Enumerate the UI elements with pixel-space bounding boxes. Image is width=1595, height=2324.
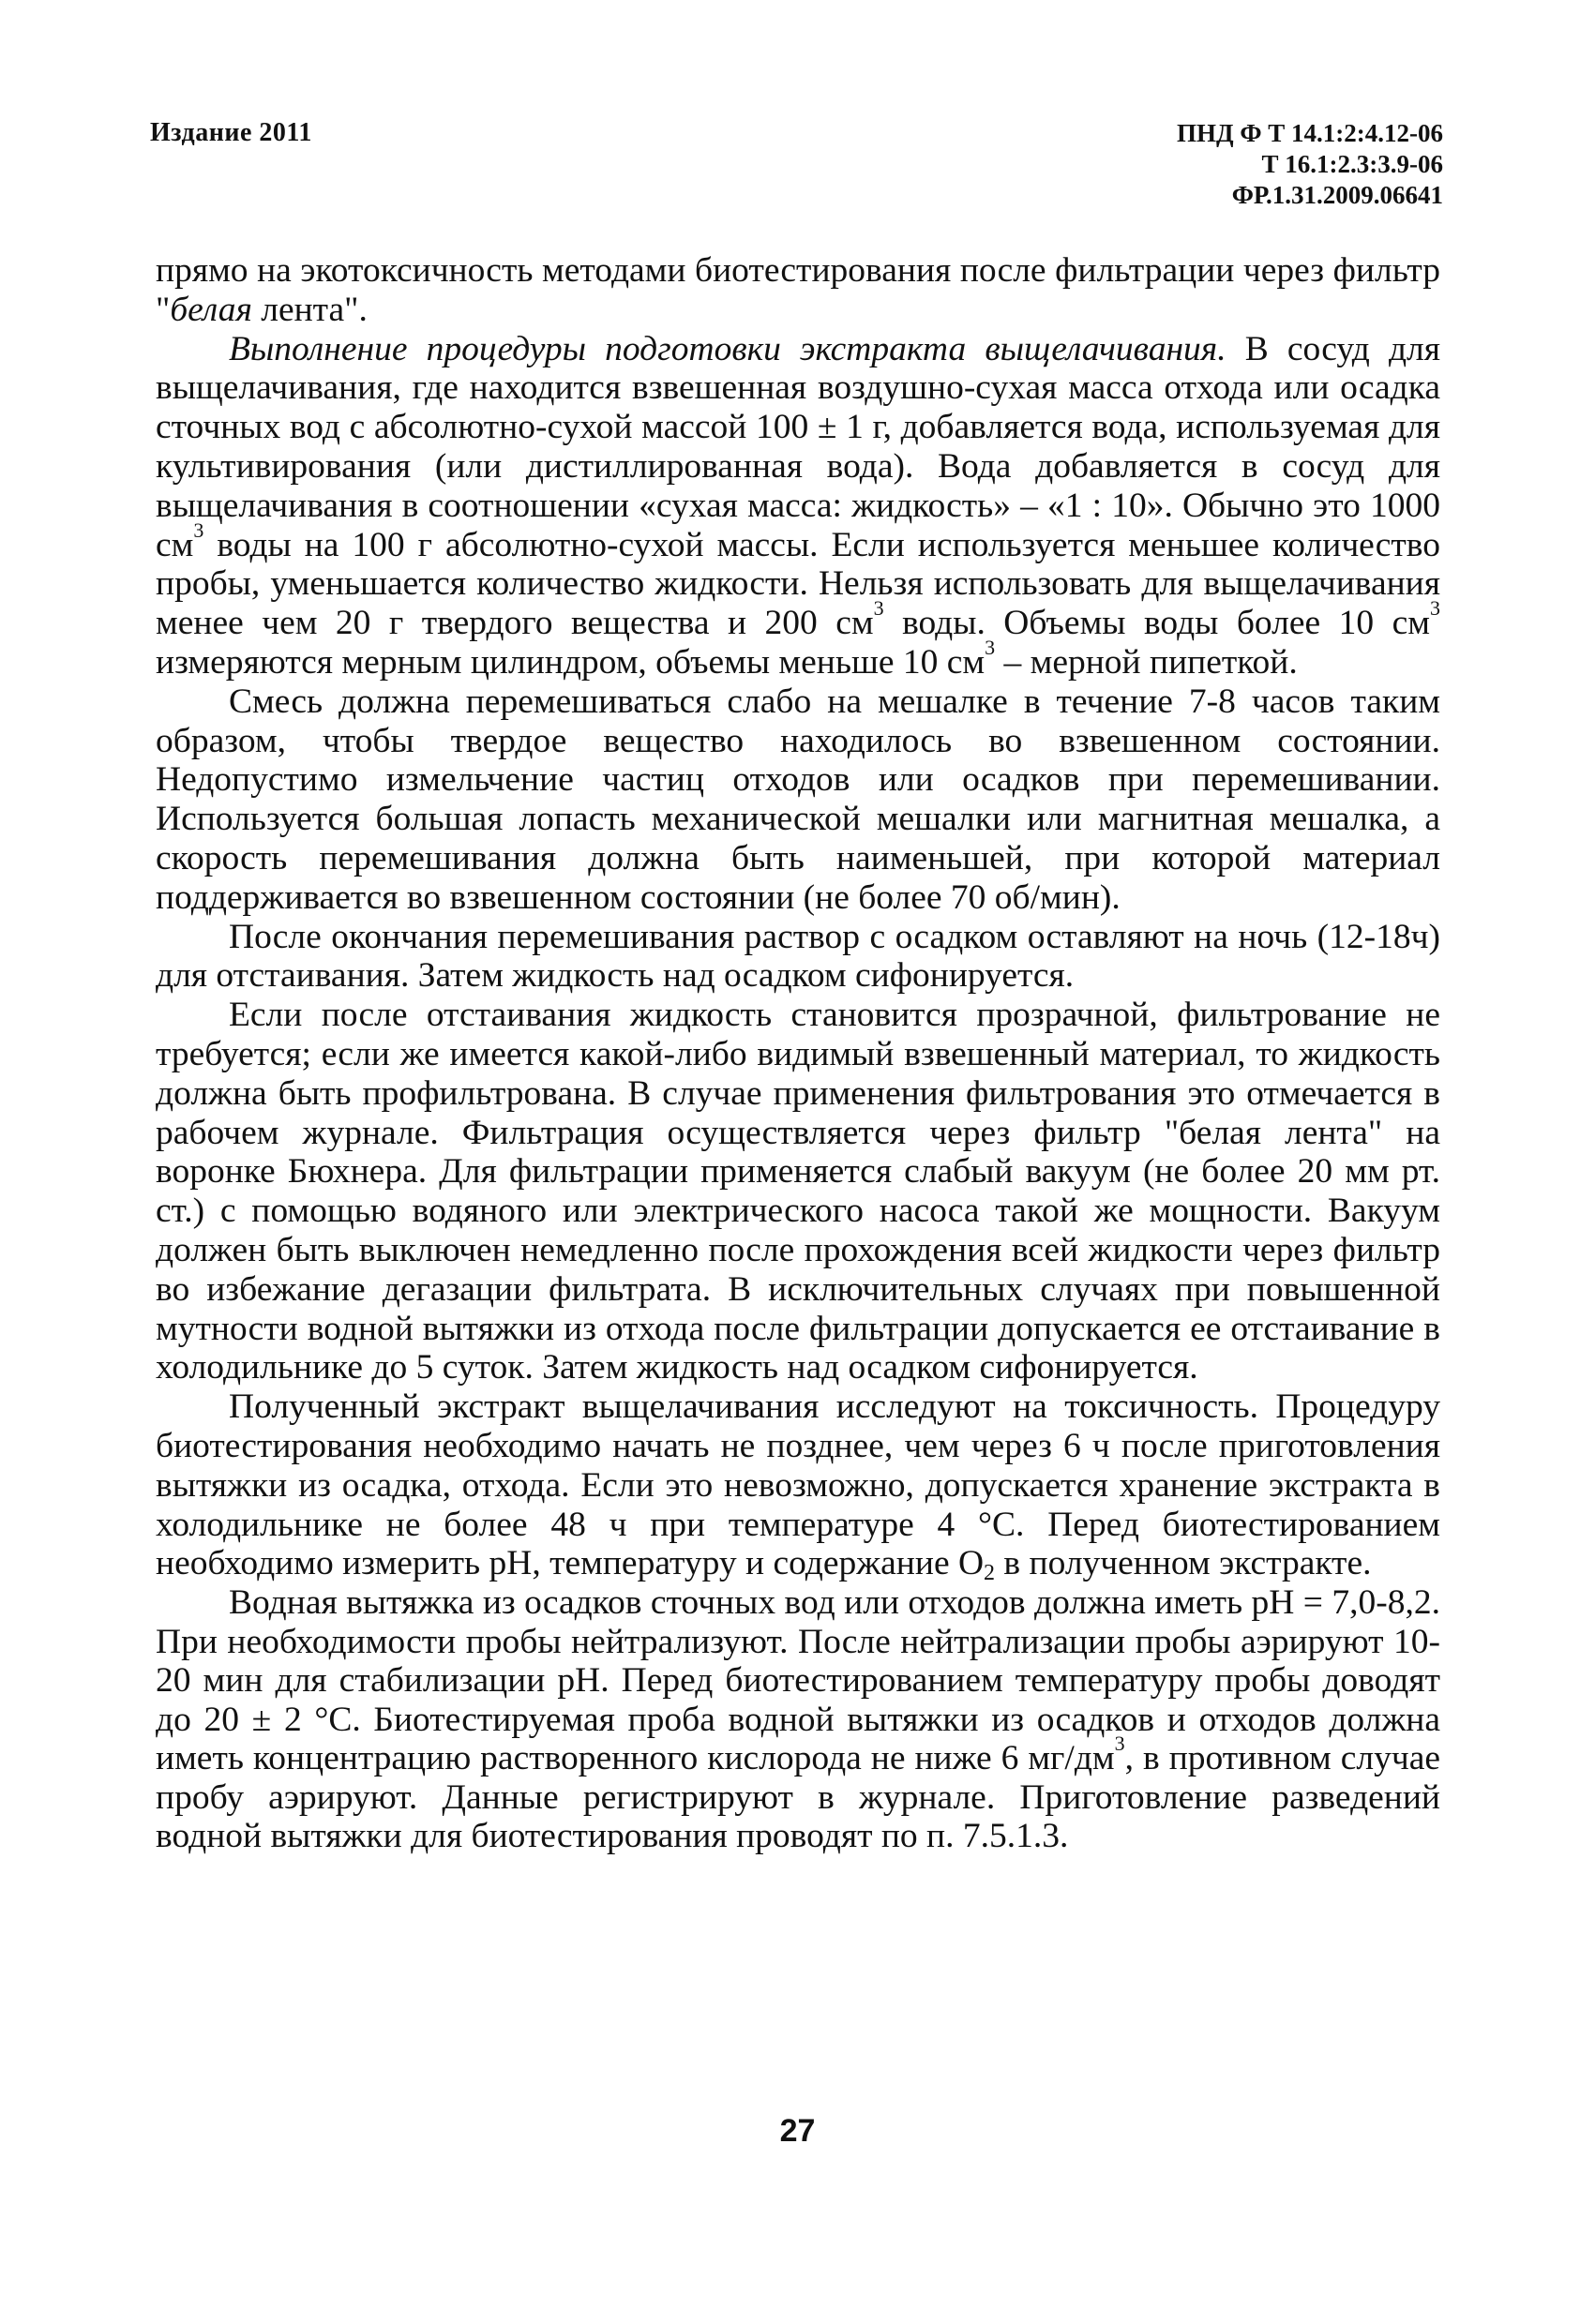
document-code-line-1: ПНД Ф Т 14.1:2:4.12-06 [1176,119,1443,147]
document-code [1177,118,1443,211]
paragraph-settling: После окончания перемешивания раствор с осадком оставляют на ночь (12-18ч) для отстаивания. Затем жидкость над осадком сифонируется. [156,917,1440,996]
page-body [156,251,1440,1856]
paragraph-mixing: Смесь должна перемешиваться слабо на мешалке в течение 7-8 часов таким образом, чтобы твердое вещество находилось во взвешенном состоянии. Недопустимо измельчение частиц отходов или осадков при перемешивании. Используется большая лопасть механической мешалки или магнитная мешалка, а скорость перемешивания должна быть наименьшей, при которой материал поддерживается во взвешенном состоянии (не более 70 об/мин). [156,682,1440,917]
document-code-line-3: ФР.1.31.2009.06641 [1231,181,1443,209]
section-lead-in: Выполнение процедуры подготовки экстракта выщелачивания. [229,329,1226,368]
page-number: 27 [779,2113,816,2149]
paragraph-continuation: прямо на экотоксичность методами биотестирования после фильтрации через фильтр "белая лента". [156,251,1440,329]
document-code-line-2: Т 16.1:2.3:3.9-06 [1261,150,1443,178]
paragraph-filtration: Если после отстаивания жидкость становится прозрачной, фильтрование не требуется; если же имеется какой-либо видимый взвешенный материал, то жидкость должна быть профильтрована. В случае применения фильтрования это отмечается в рабочем журнале. Фильтрация осуществляется через фильтр "белая лента" на воронке Бюхнера. Для фильтрации применяется слабый вакуум (не более 20 мм рт. ст.) с помощью водяного или электрического насоса такой же мощности. Вакуум должен быть выключен немедленно после прохождения всей жидкости через фильтр во избежание дегазации фильтрата. В исключительных случаях при повышенной мутности водной вытяжки из отхода после фильтрации допускается ее отстаивание в холодильнике до 5 суток. Затем жидкость над осадком сифонируется. [156,996,1440,1387]
paragraph-toxicity-testing: Полученный экстракт выщелачивания исследуют на токсичность. Процедуру биотестирования необходимо начать не позднее, чем через 6 ч после приготовления вытяжки из осадка, отхода. Если это невозможно, допускается хранение экстракта в холодильнике не более 48 ч при температуре 4 °С. Перед биотестированием необходимо измерить рН, температуру и содержание $О_2$ в полученном экстракте. [156,1387,1440,1586]
paragraph-extract-preparation: Выполнение процедуры подготовки экстракта выщелачивания. В сосуд для выщелачивания, где находится взвешенная воздушно-сухая масса отхода или осадка сточных вод с абсолютно-сухой массой 100 ± 1 г, добавляется вода, используемая для культивирования (или дистиллированная вода). Вода добавляется в сосуд для выщелачивания в соотношении «сухая масса: жидкость» – «1 : 10». Обычно это 1000 $см^3$ воды на 100 г абсолютно-сухой массы. Если используется меньшее количество пробы, уменьшается количество жидкости. Нельзя использовать для выщелачивания менее чем 20 г твердого вещества и 200 $см^3$ воды. Объемы воды более 10 $см^3$ измеряются мерным цилиндром, объемы меньше 10 $см^3$ – мерной пипеткой. [156,329,1440,682]
edition-label: Издание 2011 [150,118,312,147]
emphasis: белая [170,290,252,329]
paragraph-ph-adjustment: Водная вытяжка из осадков сточных вод или отходов должна иметь рН = 7,0-8,2. При необходимости пробы нейтрализуют. После нейтрализации пробы аэрируют 10-20 мин для стабилизации рН. Перед биотестированием температуру пробы доводят до 20 ± 2 °С. Биотестируемая проба водной вытяжки из осадков и отходов должна иметь концентрацию растворенного кислорода не ниже 6 $мг/дм^3$, в противном случае пробу аэрируют. Данные регистрируют в журнале. Приготовление разведений водной вытяжки для биотестирования проводят по п. 7.5.1.3. [156,1583,1440,1856]
